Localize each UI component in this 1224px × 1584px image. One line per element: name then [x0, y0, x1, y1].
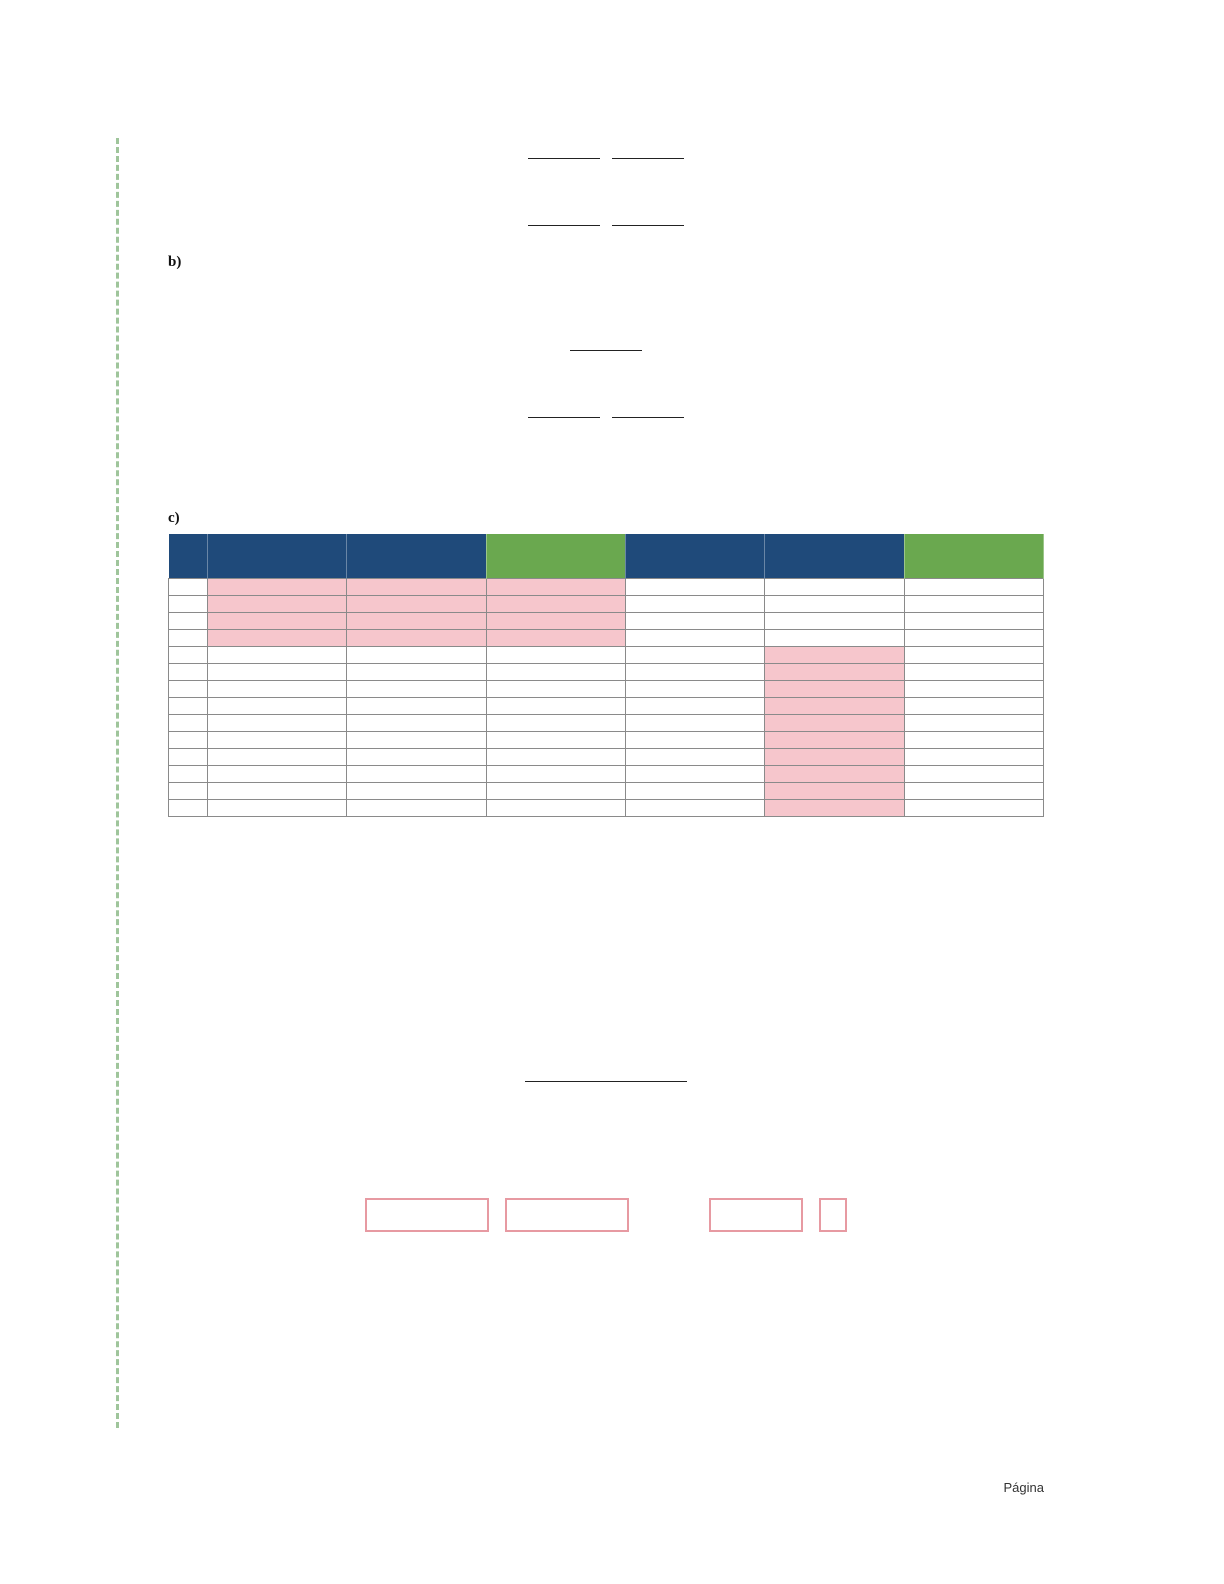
table-cell: [765, 630, 904, 647]
table-row: [169, 630, 1044, 647]
table-cell: [625, 766, 764, 783]
table-cell: [347, 664, 486, 681]
table-cell: [347, 596, 486, 613]
document-body: [168, 138, 1044, 1232]
table-cell: [169, 613, 208, 630]
table-cell: [208, 613, 347, 630]
table-row: [169, 596, 1044, 613]
table-cell: [347, 749, 486, 766]
table-cell: [208, 664, 347, 681]
table-cell: [169, 681, 208, 698]
table-cell: [347, 732, 486, 749]
table-cell: [208, 630, 347, 647]
table-header-cell: [625, 534, 764, 579]
table-cell: [169, 766, 208, 783]
table-cell: [169, 715, 208, 732]
table-cell: [625, 596, 764, 613]
table-row: [169, 732, 1044, 749]
table-cell: [208, 732, 347, 749]
table-header-cell: [765, 534, 904, 579]
section-b-line-2: [168, 304, 1044, 330]
table-cell: [625, 715, 764, 732]
table-row: [169, 579, 1044, 596]
fraction-numerator: [528, 399, 600, 418]
fraction-numerator: [612, 399, 684, 418]
table-cell: [765, 681, 904, 698]
table-header-cell: [486, 534, 625, 579]
table-cell: [169, 800, 208, 817]
table-cell: [486, 647, 625, 664]
table-cell: [904, 613, 1043, 630]
table-body: [169, 579, 1044, 817]
fraction-numerator: [525, 1063, 687, 1082]
table-cell: [765, 579, 904, 596]
table-cell: [765, 664, 904, 681]
table-row: [169, 715, 1044, 732]
statement-c: [168, 179, 1044, 205]
table-cell: [208, 647, 347, 664]
table-row: [169, 749, 1044, 766]
table-row: [169, 664, 1044, 681]
table-cell: [765, 766, 904, 783]
table-cell: [486, 800, 625, 817]
highlight-box: [365, 1198, 489, 1232]
table-row: [169, 681, 1044, 698]
fraction-denominator: [528, 418, 600, 436]
top-equation-1: [168, 140, 1044, 177]
highlight-box: [505, 1198, 629, 1232]
table-cell: [625, 698, 764, 715]
table-cell: [486, 630, 625, 647]
table-cell: [347, 698, 486, 715]
table-cell: [486, 715, 625, 732]
table-cell: [486, 664, 625, 681]
after-table-para-3: [168, 1110, 1044, 1188]
table-cell: [904, 596, 1043, 613]
footer-label: Página: [1003, 1480, 1044, 1495]
table-cell: [765, 613, 904, 630]
table-cell: [486, 613, 625, 630]
table-cell: [625, 630, 764, 647]
table-cell: [169, 630, 208, 647]
table-cell: [347, 647, 486, 664]
table-row: [169, 800, 1044, 817]
highlight-box: [819, 1198, 847, 1232]
table-cell: [904, 630, 1043, 647]
table-cell: [347, 681, 486, 698]
section-c-label: c): [168, 510, 180, 526]
fraction-denominator: [612, 226, 684, 244]
table-cell: [208, 783, 347, 800]
section-b-line-1: [168, 276, 1044, 302]
table-cell: [486, 783, 625, 800]
fraction-denominator: [612, 159, 684, 177]
table-cell: [347, 613, 486, 630]
table-cell: [625, 681, 764, 698]
after-table-line-4: [168, 903, 1044, 929]
table-cell: [486, 681, 625, 698]
table-cell: [347, 800, 486, 817]
top-equation-2: [168, 207, 1044, 244]
table-cell: [904, 732, 1043, 749]
fraction-numerator: [528, 140, 600, 159]
table-cell: [904, 664, 1043, 681]
table-cell: [169, 732, 208, 749]
table-cell: [625, 800, 764, 817]
table-cell: [169, 749, 208, 766]
table-cell: [904, 647, 1043, 664]
fraction: [525, 1063, 687, 1100]
table-header-cell: [208, 534, 347, 579]
table-cell: [904, 783, 1043, 800]
table-row: [169, 613, 1044, 630]
fraction-numerator: [612, 207, 684, 226]
table-cell: [347, 783, 486, 800]
fraction: [612, 399, 684, 436]
table-row: [169, 766, 1044, 783]
after-table-line-3: [168, 877, 1044, 903]
fraction-denominator: [570, 351, 642, 369]
table-row: [169, 783, 1044, 800]
fraction-denominator: [528, 226, 600, 244]
table-cell: [904, 800, 1043, 817]
table-cell: [625, 664, 764, 681]
table-cell: [904, 766, 1043, 783]
table-cell: [169, 647, 208, 664]
fraction: [612, 140, 684, 177]
table-header-cell: [169, 534, 208, 579]
highlight-box: [709, 1198, 803, 1232]
future-value-formula: [168, 1063, 1044, 1100]
table-cell: [486, 579, 625, 596]
fraction-denominator: [612, 418, 684, 436]
fraction-denominator: [528, 159, 600, 177]
table-cell: [625, 749, 764, 766]
fraction: [612, 207, 684, 244]
table-cell: [169, 664, 208, 681]
table-cell: [208, 800, 347, 817]
table-row: [169, 647, 1044, 664]
table-cell: [169, 596, 208, 613]
table-cell: [486, 766, 625, 783]
section-b-line-4: [168, 438, 1044, 490]
table-cell: [625, 579, 764, 596]
table-cell: [486, 749, 625, 766]
after-table-para-1: [168, 823, 1044, 875]
table-cell: [625, 732, 764, 749]
table-cell: [347, 715, 486, 732]
table-cell: [208, 681, 347, 698]
section-b-eq-3: [168, 399, 1044, 436]
table-cell: [486, 698, 625, 715]
fraction: [570, 332, 642, 369]
table-cell: [486, 732, 625, 749]
table-cell: [169, 698, 208, 715]
after-table-para-2: [168, 949, 1044, 1053]
table-header-row: [169, 534, 1044, 579]
table-cell: [169, 783, 208, 800]
section-b-line-3: [168, 371, 1044, 397]
fraction: [528, 140, 600, 177]
table-header-cell: [904, 534, 1043, 579]
table-cell: [765, 647, 904, 664]
table-cell: [765, 800, 904, 817]
table-cell: [765, 698, 904, 715]
amortization-table: [168, 534, 1044, 817]
section-b-eq-2: [168, 332, 1044, 369]
table-cell: [904, 698, 1043, 715]
table-cell: [765, 596, 904, 613]
table-cell: [904, 749, 1043, 766]
table-cell: [904, 579, 1043, 596]
boxed-equation: [168, 1198, 1044, 1232]
table-row: [169, 698, 1044, 715]
table-cell: [765, 749, 904, 766]
table-header-cell: [347, 534, 486, 579]
table-cell: [347, 766, 486, 783]
table-cell: [625, 647, 764, 664]
fraction-denominator: [525, 1082, 687, 1100]
table-cell: [208, 596, 347, 613]
table-cell: [347, 579, 486, 596]
table-cell: [208, 766, 347, 783]
margin-rule: [116, 138, 119, 1428]
fraction: [528, 207, 600, 244]
table-cell: [625, 783, 764, 800]
table-cell: [208, 715, 347, 732]
table-cell: [765, 715, 904, 732]
page-footer: [1004, 1480, 1044, 1495]
table-cell: [486, 596, 625, 613]
section-b-label: b): [168, 254, 182, 270]
table-cell: [169, 579, 208, 596]
table-cell: [208, 698, 347, 715]
table-cell: [904, 715, 1043, 732]
fraction: [528, 399, 600, 436]
table-cell: [208, 749, 347, 766]
table-cell: [347, 630, 486, 647]
table-cell: [625, 613, 764, 630]
fraction-numerator: [528, 207, 600, 226]
fraction-numerator: [570, 332, 642, 351]
table-cell: [904, 681, 1043, 698]
table-cell: [765, 783, 904, 800]
table-cell: [765, 732, 904, 749]
fraction-numerator: [612, 140, 684, 159]
table-cell: [208, 579, 347, 596]
